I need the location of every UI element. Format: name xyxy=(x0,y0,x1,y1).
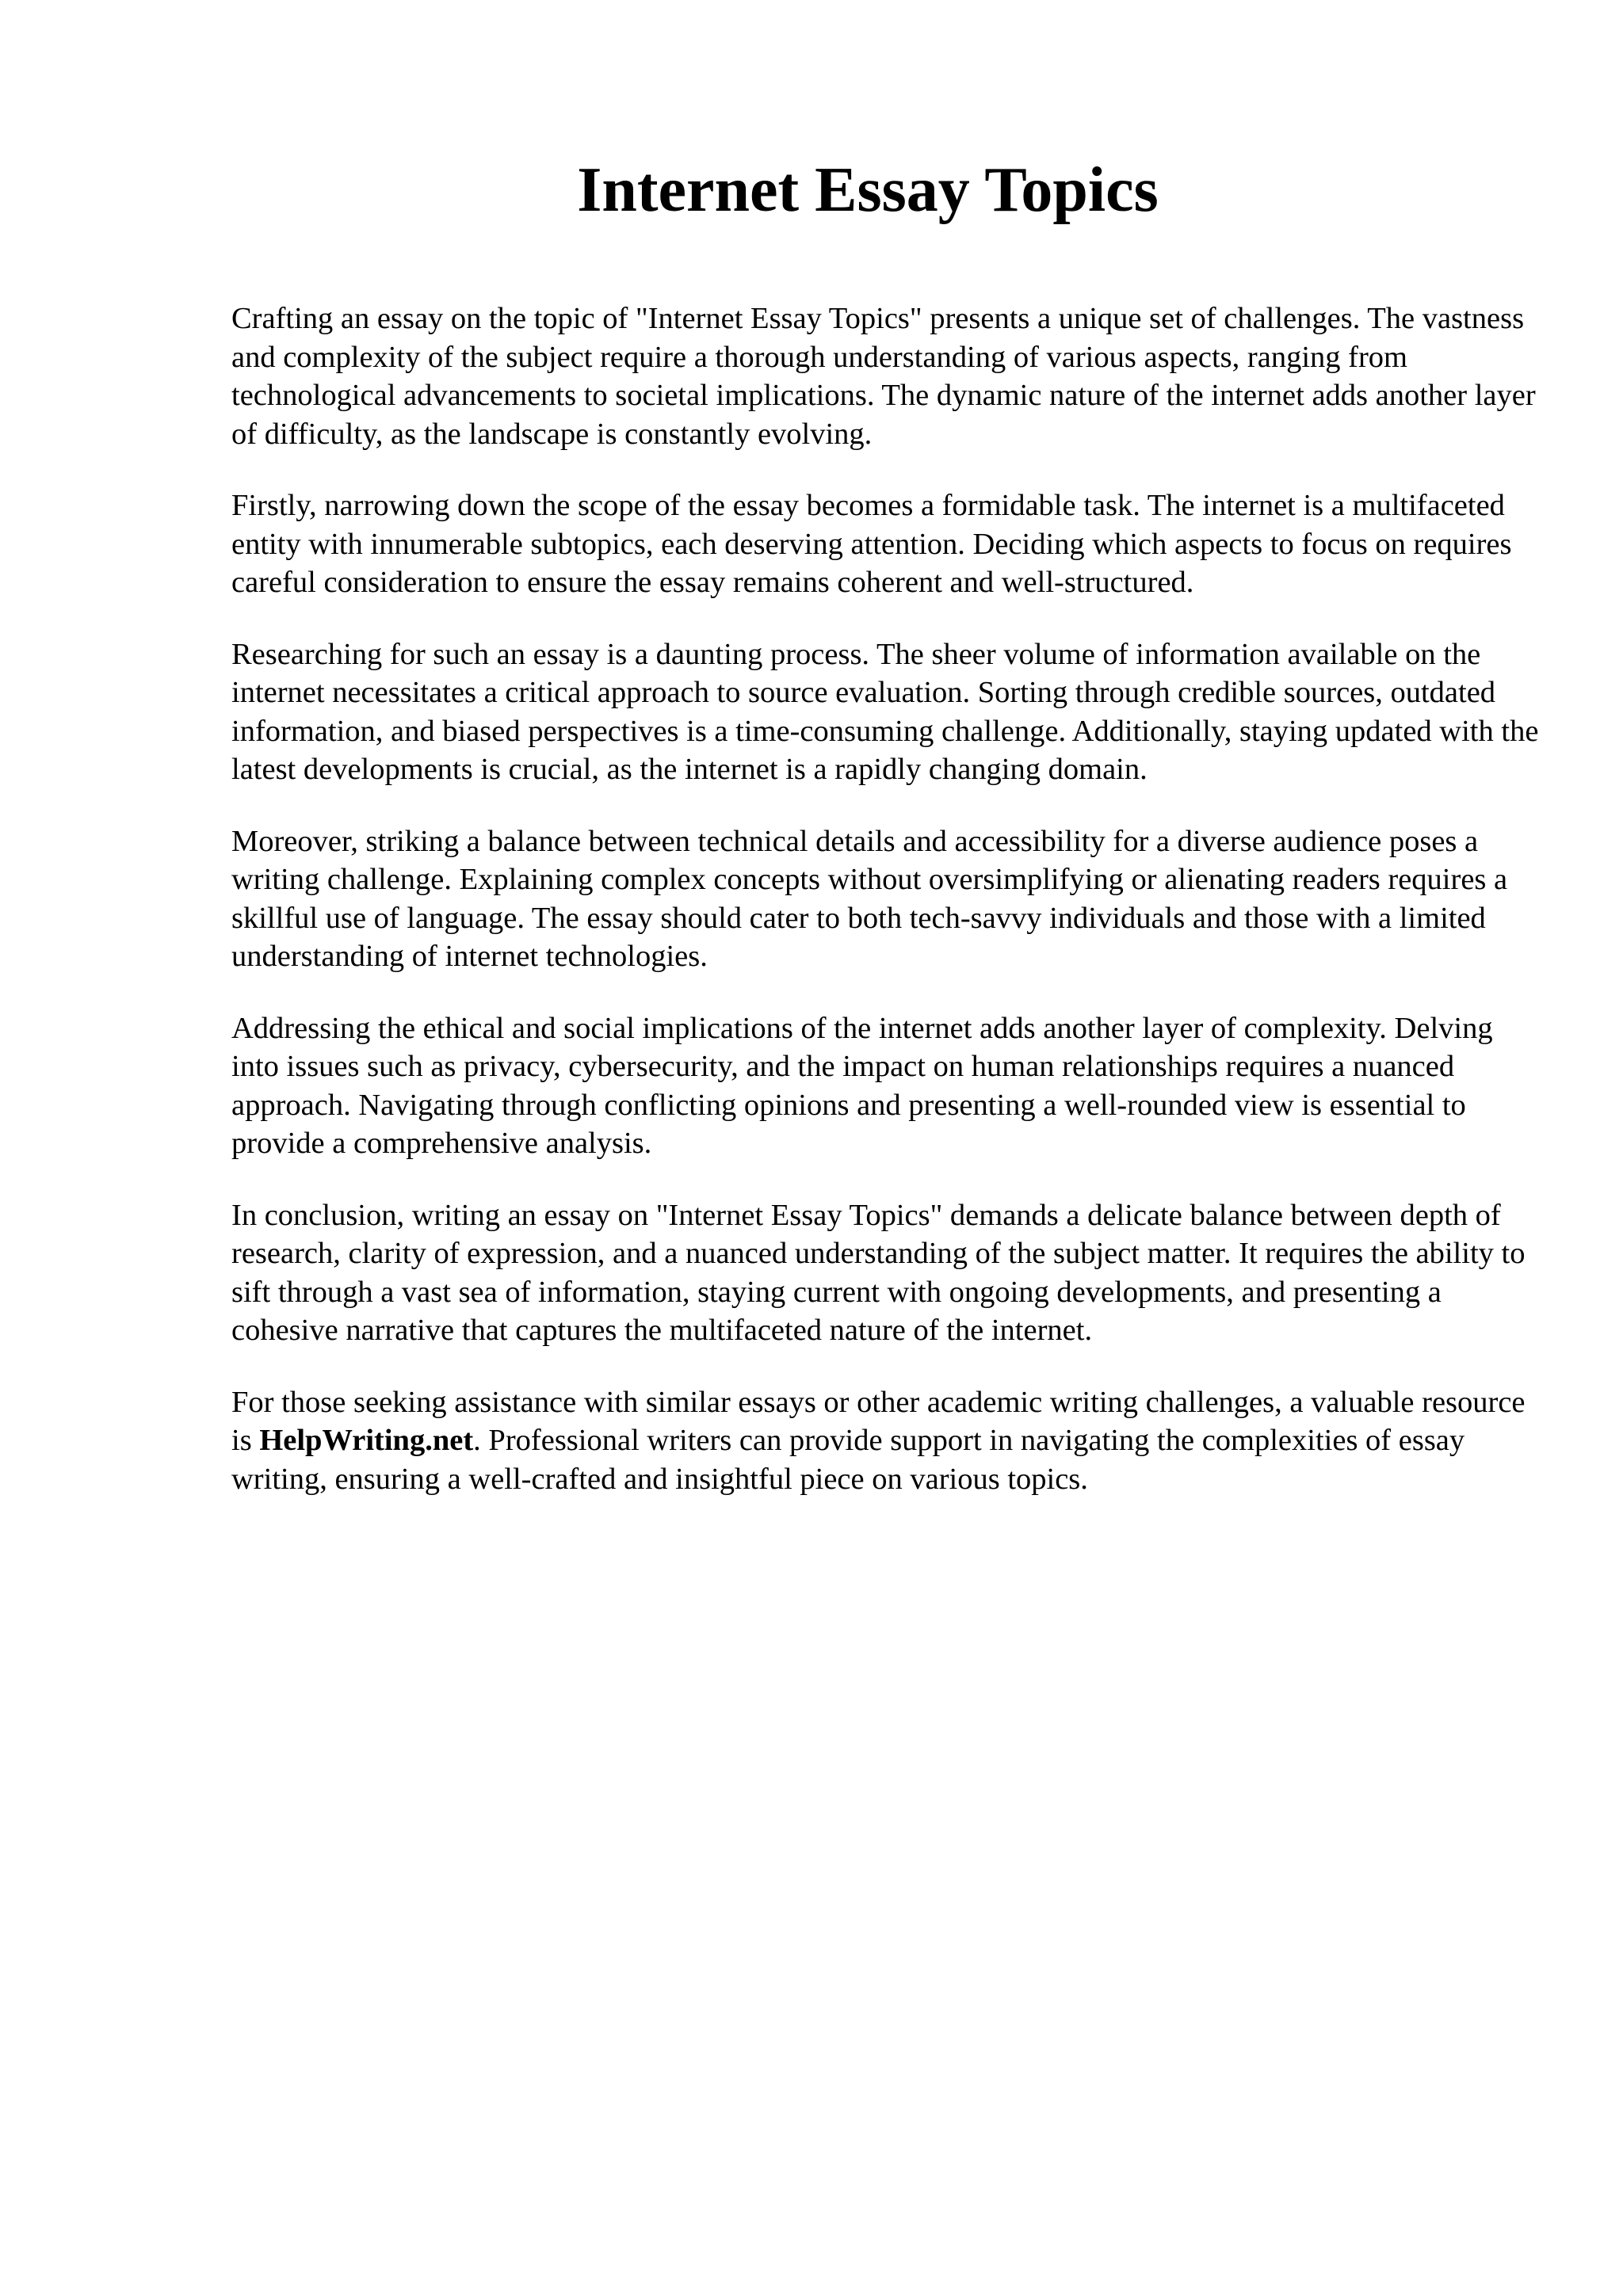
paragraph-conclusion: In conclusion, writing an essay on "Internet Essay Topics" demands a delicate balance between depth of research, clarity of expression, and a nuanced understanding of the subject matter. It requires the ability to sift through a vast sea of information, staying current with ongoing developments, and presenting a cohesive narrative that captures the multifaceted nature of the internet. xyxy=(231,1198,1526,1347)
paragraph-scope: Firstly, narrowing down the scope of the essay becomes a formidable task. The internet is a multifaceted entity with innumerable subtopics, each deserving attention. Deciding which aspects to focus on requires careful consideration to ensure the essay remains coherent and well-structured. xyxy=(231,489,1512,599)
helpwriting-link[interactable]: HelpWriting.net xyxy=(259,1424,474,1457)
paragraph-intro: Crafting an essay on the topic of "Internet Essay Topics" presents a unique set of challenges. The vastness and complexity of the subject require a thorough understanding of various aspects, ranging from technological advancements to societal implications. The dynamic nature of the internet adds another layer of difficulty, as the landscape is constantly evolving. xyxy=(231,302,1536,451)
paragraph-closing xyxy=(231,1383,1539,1499)
document-body xyxy=(231,299,1539,1531)
document-title: Internet Essay Topics xyxy=(577,155,1159,225)
paragraph-ethics: Addressing the ethical and social implications of the internet adds another layer of complexity. Delving into issues such as privacy, cybersecurity, and the impact on human relationships requires a nuanced approach. Navigating through conflicting opinions and presenting a well-rounded view is essential to provide a comprehensive analysis. xyxy=(231,1011,1493,1160)
paragraph-audience: Moreover, striking a balance between technical details and accessibility for a diverse audience poses a writing challenge. Explaining complex concepts without oversimplifying or alienating readers requires a skillful use of language. The essay should cater to both tech-savvy individuals and those with a limited understanding of internet technologies. xyxy=(231,824,1508,973)
paragraph-research: Researching for such an essay is a daunting process. The sheer volume of information available on the internet necessitates a critical approach to source evaluation. Sorting through credible sources, outdated information, and biased perspectives is a time-consuming challenge. Additionally, staying updated with the latest developments is crucial, as the internet is a rapidly changing domain. xyxy=(231,637,1539,786)
closing-text-after-link: . Professional writers can provide support in navigating the complexities of essay writing, ensuring a well-crafted and insightful piece on various topics. xyxy=(231,1424,1465,1496)
closing-text-before-link: For those seeking assistance with similar essays or other academic writing challenges, a valuable resource is xyxy=(231,1385,1526,1457)
